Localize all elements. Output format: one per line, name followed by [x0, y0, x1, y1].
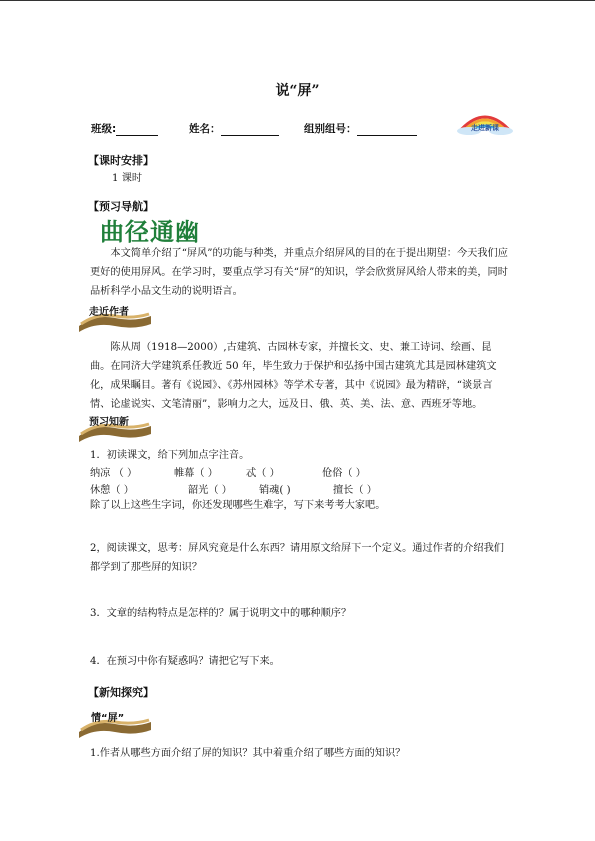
- name-blank[interactable]: [221, 125, 279, 136]
- preview-banner: 预习知新: [75, 414, 155, 442]
- explore-heading: 【新知探究】: [88, 686, 154, 699]
- pinyin-item[interactable]: 伧俗（ ）: [322, 468, 366, 479]
- logo-text: 走进新课: [471, 124, 499, 132]
- explore-banner: 情“屏”: [75, 710, 155, 738]
- name-field: 姓名：: [189, 121, 279, 136]
- class-field: 班级:: [91, 121, 158, 136]
- guide-paragraph: 本文简单介绍了“屏风”的功能与种类，并重点介绍屏风的目的在于提出期望：今天我们应更好的使用屏风。在学习时，要重点学习有关“屏”的知识，学会欣赏屏风给人带来的美，同时品析科学小品文生动的说明语言。: [90, 248, 508, 297]
- pinyin-item[interactable]: 帷幕（ ）: [174, 468, 218, 479]
- pinyin-item[interactable]: 忒（ ）: [246, 468, 280, 479]
- rainbow-logo-icon: [455, 108, 515, 136]
- pinyin-item[interactable]: 销魂( ): [259, 485, 291, 496]
- preview-q1b: 除了以上这些生字词，你还发现哪些生难字，写下来考考大家吧。: [90, 500, 386, 511]
- guide-heading: 【预习导航】: [88, 200, 154, 213]
- preview-q3: 3．文章的结构特点是怎样的？属于说明文中的哪种顺序？: [90, 608, 352, 619]
- preview-q2: 2，阅读课文，思考：屏风究竟是什么东西？请用原文给屏下一个定义。通过作者的介绍我们都学到了那些屏的知识？: [90, 543, 504, 573]
- guide-big-title: 曲径通幽: [100, 217, 200, 246]
- class-blank[interactable]: [116, 125, 158, 136]
- group-blank[interactable]: [357, 125, 417, 136]
- pinyin-item[interactable]: 擅长（ ）: [333, 485, 377, 496]
- page-title: 说“屏”: [275, 83, 320, 99]
- pinyin-item[interactable]: 韶光（ ）: [188, 485, 232, 496]
- top-border: [0, 0, 595, 1]
- group-field: 组别组号：: [304, 121, 417, 136]
- pinyin-item[interactable]: 休憩（ ）: [90, 485, 134, 496]
- preview-q4: 4．在预习中你有疑惑吗？请把它写下来。: [90, 656, 280, 667]
- explore-q1: 1.作者从哪些方面介绍了屏的知识？其中着重介绍了哪些方面的知识？: [90, 748, 406, 759]
- preview-q1: 1．初读课文，给下列加点字注音。: [90, 450, 250, 461]
- pinyin-item[interactable]: 纳凉 （ ）: [90, 468, 138, 479]
- author-banner: 走近作者: [75, 304, 155, 332]
- author-paragraph: 陈从周（1918—2000）,古建筑、古园林专家，并擅长文、史、兼工诗词、绘画、昆曲。在同济大学建筑系任教近 50 年，毕生致力于保护和弘扬中国古建筑尤其是园林建筑文化，成果瞩目。著有《说园》、《苏州园林》等学术专著，其中《说园》最为精辟，“谈景言情、论虚说实、文笔清丽”，影响力之大，远及日、俄、英、美、法、意、西班牙等地。: [90, 342, 497, 410]
- schedule-value: 1 课时: [112, 173, 143, 184]
- schedule-heading: 【课时安排】: [88, 154, 154, 167]
